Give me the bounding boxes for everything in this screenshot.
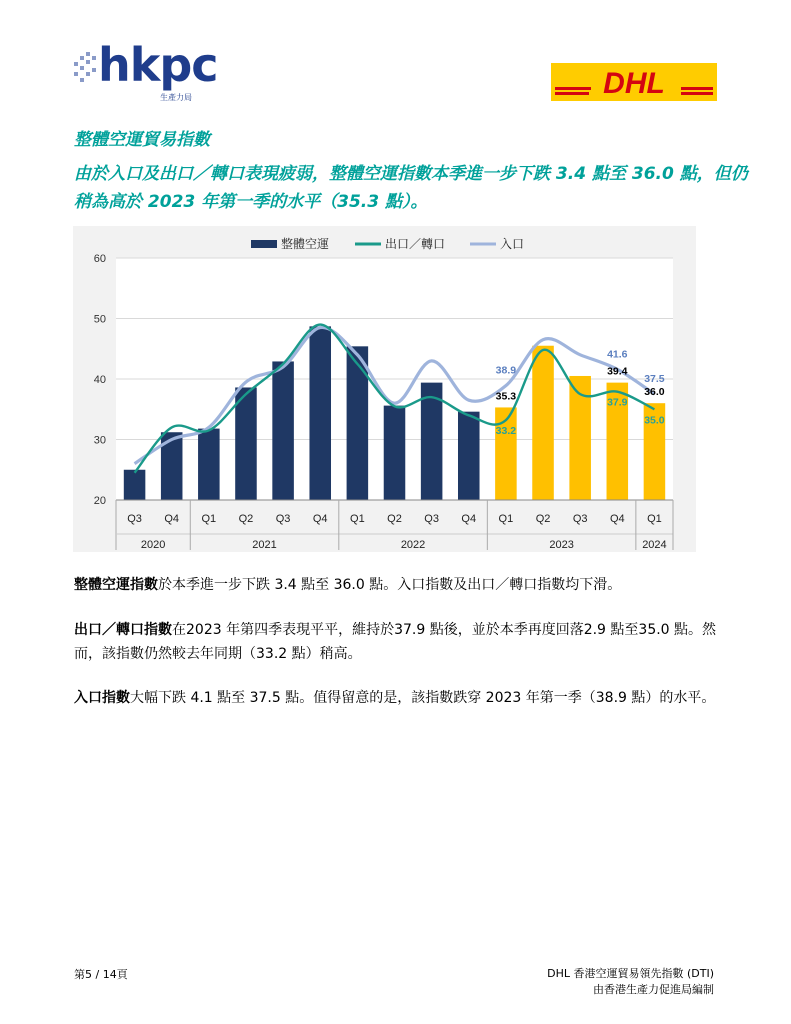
x-tick-label: Q4 — [609, 513, 625, 525]
data-label: 35.3 — [495, 390, 517, 403]
x-tick-label: Q3 — [572, 513, 588, 525]
paragraph-overall-bold: 整體空運指數 — [74, 577, 158, 593]
x-tick-label: Q1 — [498, 513, 514, 525]
paragraph-overall-text: 於本季進一步下跌 3.4 點至 36.0 點。入口指數及出口／轉口指數均下滑。 — [158, 577, 622, 593]
hkpc-logo — [72, 38, 222, 106]
dhl-logo-text: DHL — [603, 67, 665, 100]
legend-label: 入口 — [500, 237, 525, 251]
data-label: 41.6 — [607, 348, 628, 361]
bar — [532, 346, 554, 500]
bar — [458, 412, 480, 500]
x-tick-label: Q1 — [647, 513, 662, 525]
bar — [347, 346, 369, 500]
y-tick-label: 20 — [93, 495, 106, 507]
dhl-logo — [551, 63, 717, 101]
paragraph-export-text: 在2023 年第四季表現平平，維持於37.9 點後，並於本季再度回落2.9 點至35.0 點。然而，該指數仍然較去年同期（33.2 點）稍高。 — [74, 622, 717, 662]
x-tick-label: Q3 — [424, 513, 439, 525]
x-tick-label: Q2 — [387, 513, 402, 525]
section-subtitle: 由於入口及出口／轉口表現疲弱，整體空運指數本季進一步下跌 3.4 點至 36.0 點，但仍稍為高於 2023 年第一季的水平（35.3 點）。 — [74, 164, 748, 212]
data-label: 37.5 — [644, 373, 665, 386]
x-tick-label: Q4 — [461, 513, 477, 525]
data-label: 37.9 — [607, 396, 628, 409]
paragraph-import-bold: 入口指數 — [74, 690, 130, 706]
x-tick-label: Q1 — [350, 513, 365, 525]
paragraph-import — [74, 686, 724, 710]
bar — [124, 470, 146, 500]
year-label: 2021 — [252, 539, 277, 551]
hkpc-dots-icon — [72, 50, 98, 86]
footer-credit — [547, 966, 714, 998]
x-tick-label: Q1 — [201, 513, 217, 525]
bar — [235, 387, 257, 500]
year-label: 2022 — [400, 539, 426, 551]
year-label: 2020 — [140, 539, 166, 551]
paragraph-export-bold: 出口／轉口指數 — [74, 622, 172, 638]
x-tick-label: Q2 — [535, 513, 551, 525]
y-tick-label: 40 — [93, 374, 106, 386]
data-label: 35.0 — [644, 414, 665, 427]
y-tick-label: 60 — [93, 253, 106, 265]
chart-svg — [73, 226, 696, 552]
legend-swatch-overall — [251, 240, 277, 248]
data-label: 39.4 — [607, 365, 628, 378]
hkpc-wordmark: hkpc — [98, 38, 218, 92]
x-tick-label: Q4 — [164, 513, 180, 525]
bar — [309, 326, 331, 500]
x-tick-label: Q2 — [238, 513, 254, 525]
bar — [384, 406, 406, 500]
dti-chart — [73, 226, 696, 552]
year-label: 2024 — [642, 539, 667, 551]
bar — [272, 361, 294, 500]
year-label: 2023 — [549, 539, 574, 551]
bar — [198, 429, 220, 500]
legend-label: 整體空運 — [281, 237, 330, 251]
section-title: 整體空運貿易指數 — [74, 130, 210, 150]
paragraph-overall — [74, 573, 724, 597]
footer-line-2: 由香港生產力促進局編制 — [593, 983, 714, 996]
hkpc-subtitle: 生產力局 — [160, 93, 192, 102]
y-tick-label: 30 — [93, 434, 106, 447]
x-tick-label: Q3 — [127, 513, 142, 525]
x-tick-label: Q4 — [312, 513, 328, 525]
paragraph-import-text: 大幅下跌 4.1 點至 37.5 點。值得留意的是，該指數跌穿 2023 年第一季（38.9 點）的水平。 — [130, 690, 716, 706]
page-number: 第5 / 14頁 — [74, 968, 128, 981]
x-tick-label: Q3 — [275, 513, 291, 525]
data-label: 33.2 — [495, 425, 517, 438]
y-tick-label: 50 — [93, 313, 106, 326]
legend-label: 出口／轉口 — [385, 237, 446, 251]
paragraph-export — [74, 618, 724, 666]
data-label: 36.0 — [644, 386, 665, 399]
data-label: 38.9 — [495, 364, 517, 377]
footer-line-1: DHL 香港空運貿易領先指數 (DTI) — [547, 967, 714, 980]
